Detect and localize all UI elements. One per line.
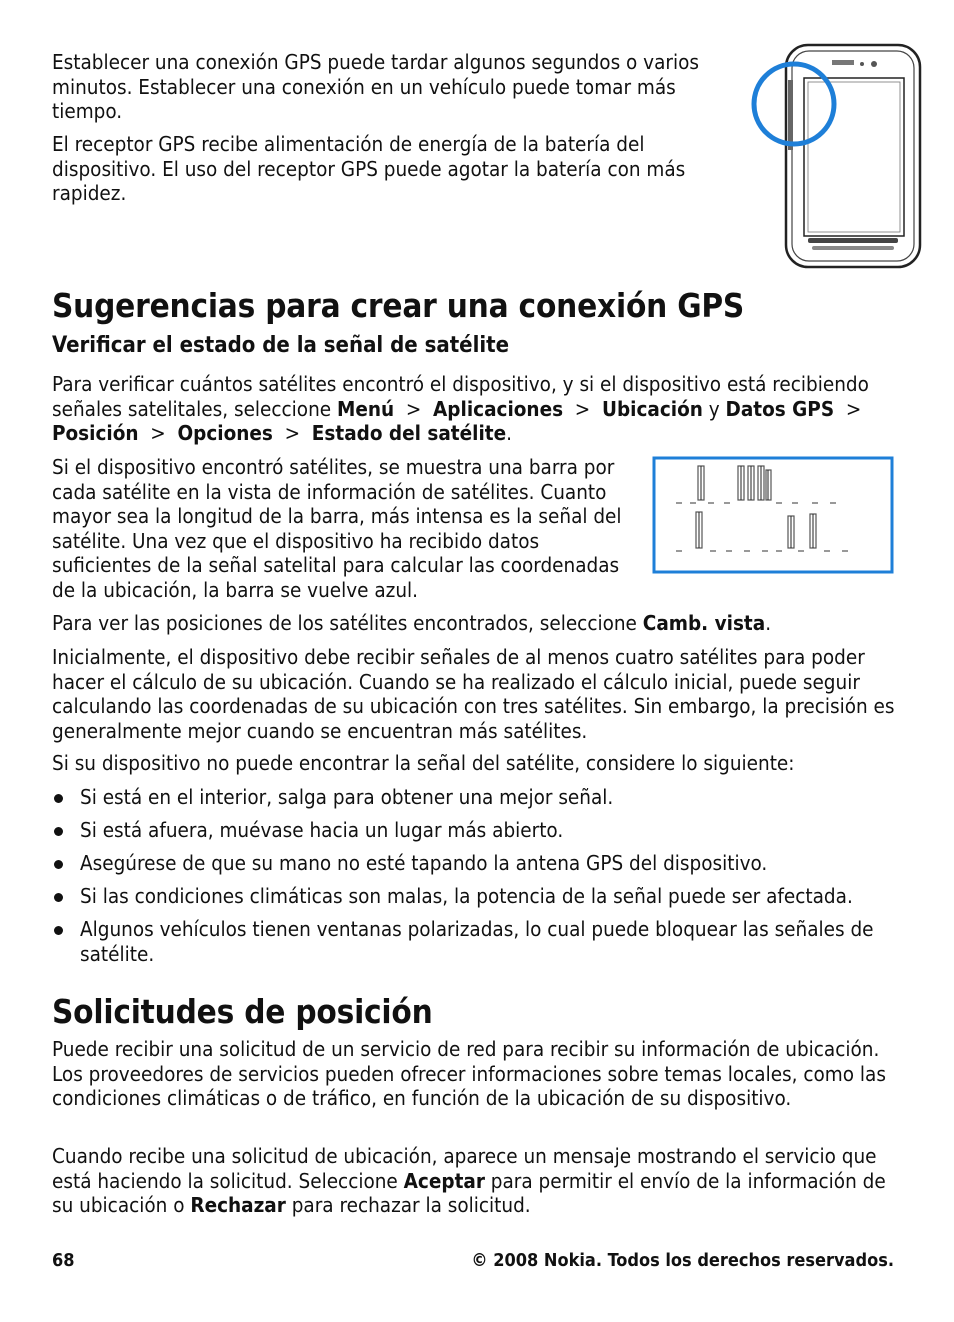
phone-logo: [832, 60, 854, 65]
change-view-term: Camb. vista: [642, 611, 766, 635]
text-run: Para ver las posiciones de los satélites encontrados, seleccione: [52, 611, 637, 635]
section-subtitle-satellite-signal: Verificar el estado de la señal de satélite: [52, 333, 510, 358]
bullet-icon: [54, 827, 63, 836]
separator: >: [284, 421, 301, 446]
bullet-icon: [54, 794, 63, 803]
earpiece-icon: [871, 61, 877, 67]
satellite-status-term: Estado del satélite: [311, 421, 507, 446]
home-key-bar: [808, 238, 898, 243]
text-run: para permitir el envío de la información de su ubicación o: [52, 1168, 886, 1218]
side-key: [788, 80, 793, 150]
bullet-icon: [54, 860, 63, 869]
options-term: Opciones: [177, 421, 273, 446]
separator: >: [574, 396, 591, 421]
list-item-text: Asegúrese de que su mano no esté tapando la antena GPS del dispositivo.: [80, 851, 768, 875]
page-number: 68: [52, 1250, 75, 1271]
phone-illustration: [748, 40, 926, 272]
separator: >: [845, 396, 862, 421]
list-item-text: Si las condiciones climáticas son malas, la potencia de la señal puede ser afectada.: [80, 884, 853, 908]
section-title-position-requests: Solicitudes de posición: [52, 992, 433, 1031]
text-run: para rechazar la solicitud.: [291, 1193, 531, 1218]
text-run: Cuando recibe una solicitud de ubicación, aparece un mensaje mostrando el servicio que está haciendo la solicitud. Seleccione: [52, 1144, 877, 1193]
applications-term: Aplicaciones: [433, 396, 564, 421]
text-run: y: [708, 396, 720, 421]
intro-paragraph-2: El receptor GPS recibe alimentación de energía de la batería del dispositivo. El uso del receptor GPS puede agotar la batería con más rapidez.: [52, 132, 686, 206]
bullet-icon: [54, 926, 63, 935]
phone-screen: [804, 78, 904, 236]
satellite-status-paragraph: [52, 372, 902, 446]
position-term: Posición: [52, 421, 139, 446]
satellite-bars-illustration: [652, 456, 894, 574]
section-title-gps-tips: Sugerencias para crear una conexión GPS: [52, 286, 745, 325]
initial-calc-paragraph: Inicialmente, el dispositivo debe recibir señales de al menos cuatro satélites para poder hacer el cálculo de su ubicación. Cuando se ha realizado el cálculo inicial, puede seguir calculando las coordenadas de su ubicación con tres satélites. Sin embargo, la precisión es generalmente mejor cuando se encuentran más satélites.: [52, 645, 895, 743]
bullet-icon: [54, 893, 63, 902]
change-view-paragraph: [52, 611, 902, 636]
text-run: .: [506, 421, 512, 446]
text-run: Para verificar cuántos satélites encontró el dispositivo, y si el dispositivo está recibiendo señales satelitales, seleccione: [52, 372, 869, 421]
position-request-paragraph: Puede recibir una solicitud de un servicio de red para recibir su información de ubicación. Los proveedores de servicios pueden ofrecer informaciones sobre temas locales, como las condiciones climáticas o de tráfico, en función de la ubicación de su dispositivo.: [52, 1037, 886, 1111]
satellite-bars-paragraph: Si el dispositivo encontró satélites, se muestra una barra por cada satélite en la vista de información de satélites. Cuanto mayor sea la longitud de la barra, más intensa es la señal del satélite. Una vez que el dispositivo ha recibido datos suficientes de la señal satelital para calcular las coordenadas de la ubicación, la barra se vuelve azul.: [52, 455, 622, 602]
menu-term: Menú: [336, 396, 395, 421]
separator: >: [405, 396, 422, 421]
copyright-notice: © 2008 Nokia. Todos los derechos reservados.: [471, 1250, 894, 1271]
intro-paragraph-1: Establecer una conexión GPS puede tardar algunos segundos o varios minutos. Establecer una conexión en un vehículo puede tomar más tiempo.: [52, 50, 699, 124]
location-term: Ubicación: [601, 396, 703, 421]
no-signal-paragraph: Si su dispositivo no puede encontrar la señal del satélite, considere lo siguiente:: [52, 751, 795, 775]
list-item-text: Si está afuera, muévase hacia un lugar más abierto.: [80, 818, 564, 842]
list-item-text: Algunos vehículos tienen ventanas polarizadas, lo cual puede bloquear las señales de satélite.: [80, 917, 874, 966]
accept-term: Aceptar: [403, 1168, 485, 1193]
accept-reject-paragraph: [52, 1144, 902, 1218]
list-item-text: Si está en el interior, salga para obtener una mejor señal.: [80, 785, 614, 809]
gps-data-term: Datos GPS: [725, 396, 835, 421]
reject-term: Rechazar: [190, 1193, 286, 1218]
separator: >: [150, 421, 166, 446]
text-run: .: [765, 611, 772, 635]
